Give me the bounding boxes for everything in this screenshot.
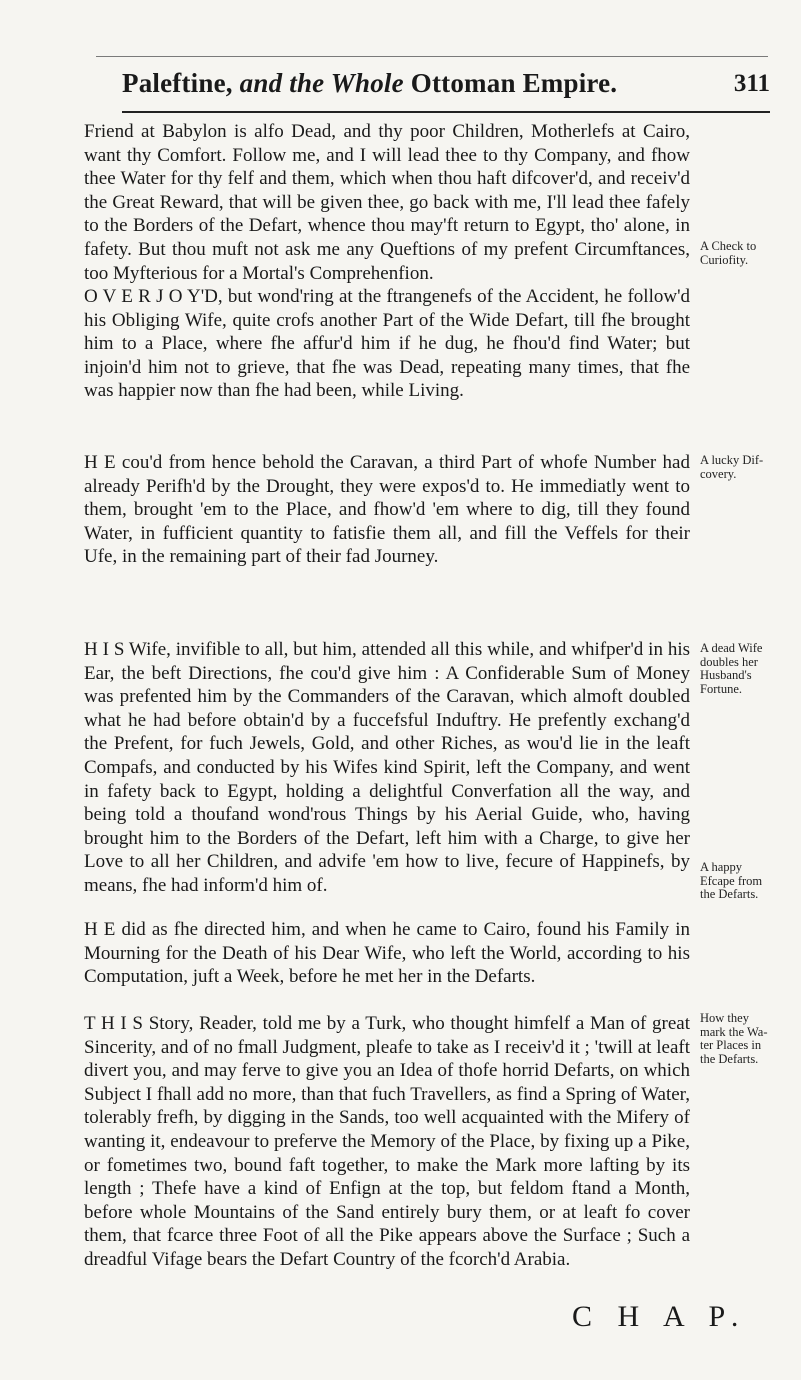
header-rule [122,111,770,113]
margin-note [700,454,798,481]
margin-note-line: A dead Wife [700,641,763,655]
margin-note-line: Fortune. [700,681,743,696]
paragraph-text: T H I S Story, Reader, told me by a Turk, who thought himfelf a Man of great Sincerity, and of no fmall Judgment, pleafe to take as I receiv'd it ; 'twill at leaft divert you, and may ferve to give you an Idea of thofe horrid Defarts, on which Subject I fhall add no more, than that fuch Travellers, as find a Spring of Water, tolerably frefh, by digging in the Sands, too well acquainted with the Mifery of wanting it, endeavour to preferve the Memory of the Place, by fixing up a Pike, or fometimes two, bound faft together, to make the Mark more lafting by its length ; Thefe have a kind of Enfign at the top, but feldom ftand a Month, before whole Mountains of the Sand entirely bury them, or at leaft fo cover them, that fcarce three Foot of all the Pike appears above the Surface ; Such a dreadful Vifage bears the Defart Country of the fcorch'd Arabia. [84,1013,690,1270]
paragraph [84,451,690,569]
paragraph-text: Friend at Babylon is alfo Dead, and thy poor Children, Motherlefs at Cairo, want thy Comfort. Follow me, and I will lead thee to thy Company, and fhow thee Water for thy felf and them, which when thou haft difcover'd, and receiv'd the Great Reward, that will be given thee, go back with me, I'll lead thee fafely to the Borders of the Defart, whence thou may'ft return to Egypt, tho' alone, in fafety. But thou muft not ask me any Queftions of my prefent Circumftances, too Myfterious for a Mortal's Comprehenfion. [84,121,690,284]
running-title [122,68,617,99]
margin-note-line: How they [700,1011,749,1025]
paragraph-text: H E did as fhe directed him, and when he came to Cairo, found his Family in Mourning for the Death of his Dear Wife, who left the World, according to his Computation, juft a Week, before he met her in the Defarts. [84,919,690,988]
paragraph [84,285,690,403]
paragraph [84,638,690,898]
margin-note [700,1012,798,1066]
margin-note-line: A Check to [700,239,757,253]
running-header [122,68,770,108]
margin-note [700,240,798,267]
top-rule [96,56,768,57]
margin-note-line: Efcape from [700,873,763,888]
page-number: 311 [733,70,770,97]
margin-note-line: ter Places in [700,1038,762,1052]
margin-note-line: the Defarts. [700,1051,759,1066]
catchword: C H A P. [572,1300,748,1333]
margin-note-line: doubles her [700,654,758,669]
margin-note-line: Curiofity. [700,252,749,267]
margin-note-line: A happy [700,860,743,874]
margin-note [700,861,798,902]
paragraph [84,918,690,989]
margin-note-line: A lucky Dif- [700,453,764,467]
paragraph-text: H E cou'd from hence behold the Caravan, a third Part of whofe Number had already Perifh'd by the Drought, they were expos'd to. He immediatly went to them, brought 'em to the Place, and fhow'd 'em where to dig, till they found Water, in fufficient quantity to fatisfie them all, and fill the Veffels for their Ufe, in the remaining part of their fad Journey. [84,452,690,568]
margin-note-line: the Defarts. [700,887,759,901]
margin-note-line: Husband's [700,668,752,682]
paragraph-text: O V E R J O Y'D, but wond'ring at the ftrangenefs of the Accident, he follow'd his Obliging Wife, quite crofs another Part of the Wide Defart, till fhe brought him to a Place, where fhe affur'd him if he dug, he fhou'd find Water; but injoin'd him not to grieve, that fhe was Dead, repeating many times, that fhe was happier now than fhe had been, while Living. [84,286,690,402]
title-italic-part: and the Whole [239,68,404,98]
title-end-part: Ottoman Empire. [403,68,618,98]
paragraph [84,1012,690,1272]
paragraph-text: H I S Wife, invifible to all, but him, attended all this while, and whifper'd in his Ear, the beft Directions, fhe cou'd give him : A Confiderable Sum of Money was prefented him by the Commanders of the Caravan, which almoft doubled what he had before obtain'd by a fuccefsful Induftry. He prefently exchang'd the Prefent, for fuch Jewels, Gold, and other Riches, as wou'd lie in the leaft Compafs, and conducted by his Wifes kind Spirit, left the Company, and went in fafety back to Egypt, holding a delightful Converfation all the way, and being told a thoufand wond'rous Things by his Aerial Guide, who, having brought him to the Borders of the Defart, left him with a Charge, to give her Love to all her Children, and advife 'em how to live, fecure of Happinefs, by means, fhe had inform'd him of. [84,639,690,896]
paragraph [84,120,690,285]
margin-note [700,642,798,696]
title-part: Paleftine, [122,68,240,98]
margin-note-line: mark the Wa- [700,1024,768,1039]
margin-note-line: covery. [700,466,737,481]
